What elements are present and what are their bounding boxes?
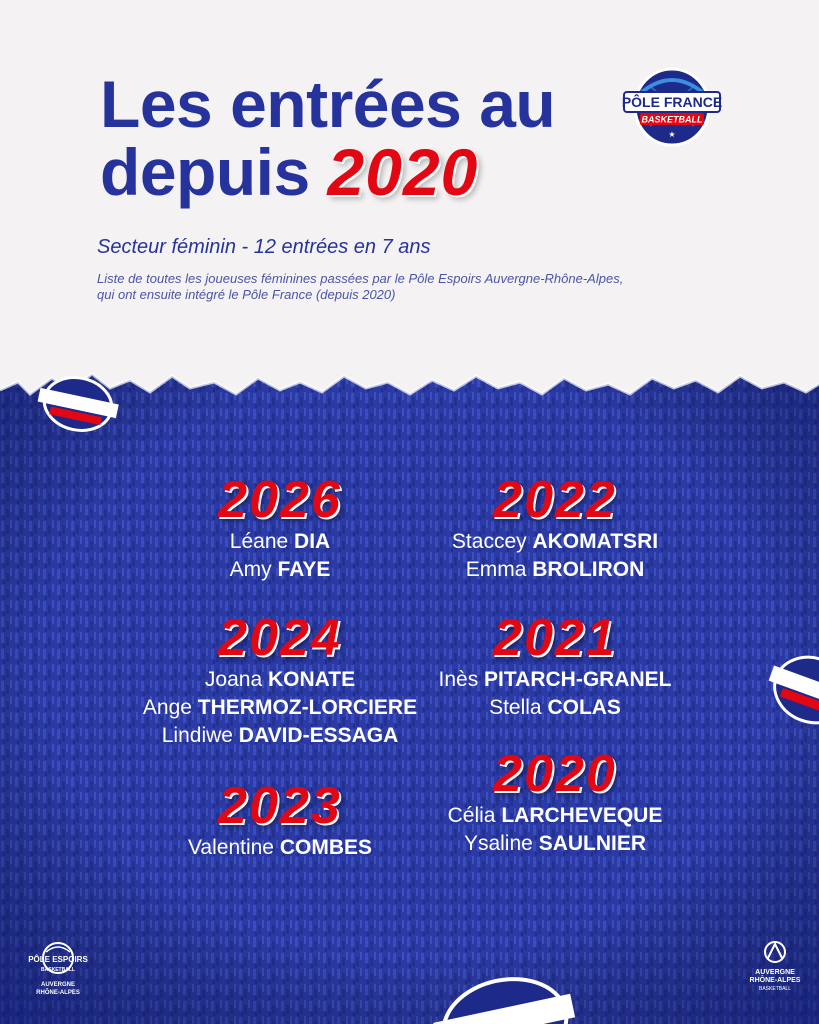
- year-heading: 2021: [493, 609, 617, 667]
- player-name: Célia LARCHEVEQUE: [447, 804, 663, 827]
- player-name: Stella COLAS: [489, 696, 621, 719]
- player-name: Lindiwe DAVID-ESSAGA: [161, 724, 399, 747]
- year-block-2021: [395, 610, 715, 722]
- svg-text:★: ★: [668, 130, 676, 139]
- player-name: Staccey AKOMATSRI: [451, 530, 659, 553]
- players-section: [0, 360, 819, 1024]
- player-name: Joana KONATE: [204, 668, 356, 691]
- pole-france-logo-sub: BASKETBALL: [641, 114, 703, 125]
- player-name: Inès PITARCH-GRANEL: [438, 668, 672, 691]
- title-year: 2020: [327, 135, 479, 209]
- year-block-2020: [395, 746, 715, 858]
- year-heading: 2026: [218, 471, 342, 529]
- subtitle: Secteur féminin - 12 entrées en 7 ans: [97, 236, 431, 258]
- svg-text:AUVERGNE: AUVERGNE: [40, 982, 76, 988]
- svg-text:AUVERGNE: AUVERGNE: [755, 969, 795, 976]
- pole-france-logo: [620, 66, 724, 148]
- description-line2: qui ont ensuite intégré le Pôle France (depuis 2020): [97, 287, 396, 302]
- year-heading: 2020: [493, 745, 617, 803]
- description-line1: Liste de toutes les joueuses féminines passées par le Pôle Espoirs Auvergne-Rhône-Alpes,: [97, 271, 624, 286]
- player-name: Ange THERMOZ-LORCIERE: [142, 696, 418, 719]
- svg-text:BASKETBALL: BASKETBALL: [759, 986, 791, 992]
- year-block-2022: [395, 472, 715, 584]
- svg-text:RHÔNE-ALPES: RHÔNE-ALPES: [749, 977, 801, 984]
- svg-text:RHÔNE-ALPES: RHÔNE-ALPES: [36, 990, 80, 996]
- player-name: Emma BROLIRON: [465, 558, 645, 581]
- page-title: [100, 67, 556, 209]
- player-name: Valentine COMBES: [187, 836, 373, 859]
- year-heading: 2023: [218, 777, 342, 835]
- description: [97, 271, 747, 303]
- svg-text:PÔLE ESPOIRS: PÔLE ESPOIRS: [28, 955, 88, 964]
- player-name: Amy FAYE: [229, 558, 331, 581]
- title-line2: depuis: [100, 135, 310, 209]
- year-heading: 2024: [218, 609, 342, 667]
- auvergne-rhone-alpes-logo: [744, 938, 806, 1002]
- player-name: Léane DIA: [229, 530, 331, 553]
- title-line1: Les entrées au: [100, 67, 556, 141]
- pole-espoirs-logo: [26, 940, 90, 1006]
- svg-text:BASKETBALL: BASKETBALL: [41, 967, 75, 973]
- header-section: [0, 0, 819, 400]
- year-heading: 2022: [493, 471, 617, 529]
- player-name: Ysaline SAULNIER: [463, 832, 647, 855]
- pole-france-logo-main: PÔLE FRANCE: [621, 94, 723, 110]
